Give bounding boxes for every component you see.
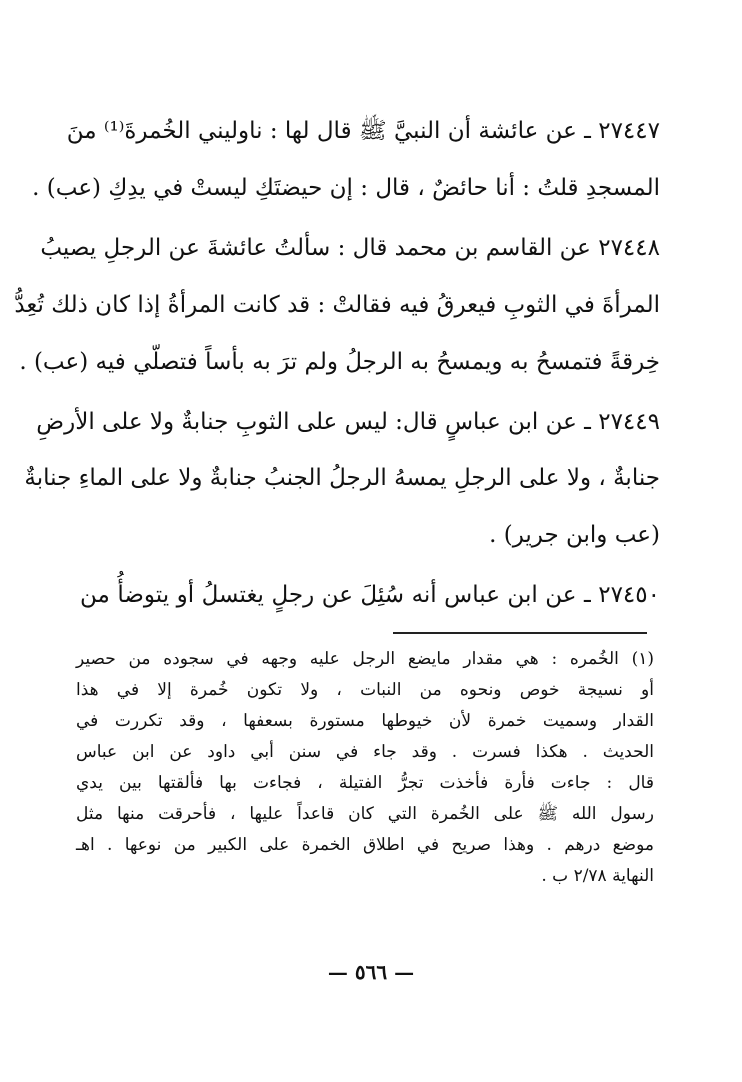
footnote-line-1: (١) الخُمره : هي مقدار مايضع الرجل عليه وجهه في سجوده من حصير [76,649,654,669]
hadith-27448-line-3: خِرقةً فتمسحُ به ويمسحُ به الرجلُ ولم ترَ به بأساً فتصلّي فيه (عب) . [19,349,660,375]
footnote-line-6: رسول الله ﷺ على الخُمرة التي كان قاعداً عليها ، فأحرقت منها مثل [76,804,654,824]
footnote-line-2: أو نسيجة خوص ونحوه من النبات ، ولا تكون خُمرة إلا في هذا [76,680,654,700]
hadith-27449-line-2: جنابةٌ ، ولا على الرجلِ يمسهُ الرجلُ الجنبُ جنابةٌ ولا على الماءِ جنابةٌ [24,465,660,491]
hadith-27449-line-1: ٢٧٤٤٩ ـ عن ابن عباسٍ قال: ليس على الثوبِ جنابةٌ ولا على الأرضِ [36,409,660,435]
footnote-line-4: الحديث . هكذا فسرت . وقد جاء في سنن أبي داود عن ابن عباس [76,742,654,762]
hadith-27447-line-1: ٢٧٤٤٧ ـ عن عائشة أن النبيَّ ﷺ قال لها : ناوليني الخُمرةَ⁽¹⁾ منَ [66,118,660,144]
footnote-line-3: القدار وسميت خمرة لأن خيوطها مستورة بسعفها ، وقد تكررت في [76,711,654,731]
hadith-27448-line-1: ٢٧٤٤٨ عن القاسم بن محمد قال : سألتُ عائشةَ عن الرجلِ يصيبُ [40,235,660,261]
hadith-27448-line-2: المرأةَ في الثوبِ فيعرقُ فيه فقالتْ : قد كانت المرأةُ إذا كان ذلك تُعِدُّ [14,292,660,318]
hadith-27449-line-3: (عب وابن جرير) . [489,522,660,548]
footnote-line-8: النهاية ٢/٧٨ ب . [541,866,654,886]
footnote-separator [393,632,647,634]
footnote-line-7: موضع درهم . وهذا صريح في اطلاق الخمرة على الكبير من نوعها . اهـ [76,835,654,855]
hadith-27447-line-2: المسجدِ قلتُ : أنا حائضٌ ، قال : إن حيضتَكِ ليستْ في يدِكِ (عب) . [32,175,660,201]
hadith-27450-line-1: ٢٧٤٥٠ ـ عن ابن عباس أنه سُئِلَ عن رجلٍ يغتسلُ أو يتوضأُ من [80,582,660,608]
page-number: — ٥٦٦ — [327,960,415,984]
footnote-line-5: قال : جاءت فأرة فأخذت تجرُّ الفتيلة ، فجاءت بها فألقتها بين يدي [76,773,654,793]
